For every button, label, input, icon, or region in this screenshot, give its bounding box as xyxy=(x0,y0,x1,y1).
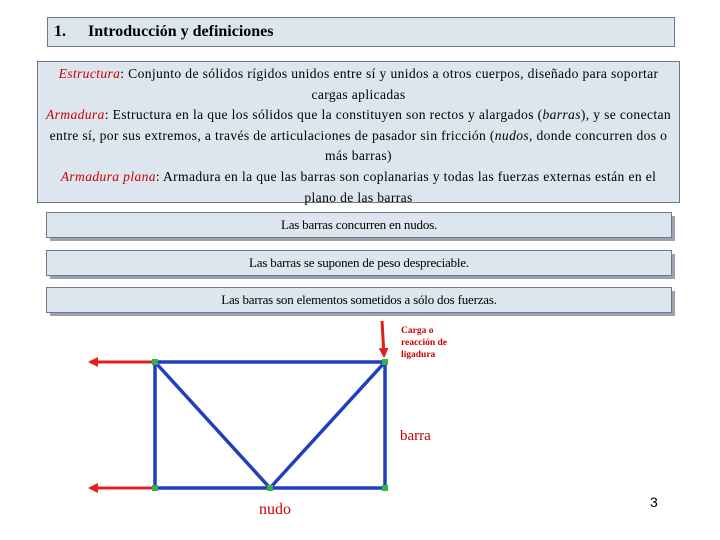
load-label-line: ligadura xyxy=(401,350,436,360)
node-bottom-middle xyxy=(267,485,273,491)
def-armadura-3: donde concurren dos o más barras) xyxy=(325,127,668,164)
load-label-line: reacción de xyxy=(401,338,447,348)
fact-text: Las barras son elementos sometidos a sólo dos fuerzas. xyxy=(221,292,497,307)
node-label: nudo xyxy=(259,501,291,518)
def-armadura-barras: barras xyxy=(542,107,581,123)
def-armadura-plana: : Armadura en la que las barras son coplanarias y todas las fuerzas externas están en el plano de las barras xyxy=(155,168,657,205)
def-armadura-nudos: nudos, xyxy=(494,127,533,143)
def-armadura-1: : Estructura en la que los sólidos que la constituyen son rectos y alargados ( xyxy=(104,107,543,123)
load-label-line: Carga o xyxy=(401,326,434,336)
load-label xyxy=(401,325,471,361)
node-top-left xyxy=(152,359,158,365)
section-number: 1. xyxy=(54,23,66,40)
page-number: 3 xyxy=(650,494,658,510)
term-armadura-plana: Armadura plana xyxy=(60,168,156,184)
bar-diagonal-right xyxy=(270,362,385,488)
bar-label: barra xyxy=(400,428,431,444)
term-estructura: Estructura xyxy=(58,66,121,81)
node-bottom-left xyxy=(152,485,158,491)
fact-text: Las barras concurren en nudos. xyxy=(280,217,438,232)
load-arrow xyxy=(382,321,384,356)
term-armadura: Armadura xyxy=(45,107,105,123)
def-armadura-2: ), y se conectan entre sí, por sus extremos, a través de articulaciones de pasador sin fricción ( xyxy=(49,107,672,143)
node-top-right xyxy=(382,359,388,365)
section-title: Introducción y definiciones xyxy=(88,23,274,40)
def-estructura: : Conjunto de sólidos rígidos unidos entre sí y unidos a otros cuerpos, diseñado para soportar cargas aplicadas xyxy=(120,66,659,102)
node-bottom-right xyxy=(382,485,388,491)
fact-text: Las barras se suponen de peso despreciable. xyxy=(249,255,469,270)
bar-diagonal-left xyxy=(155,362,270,488)
